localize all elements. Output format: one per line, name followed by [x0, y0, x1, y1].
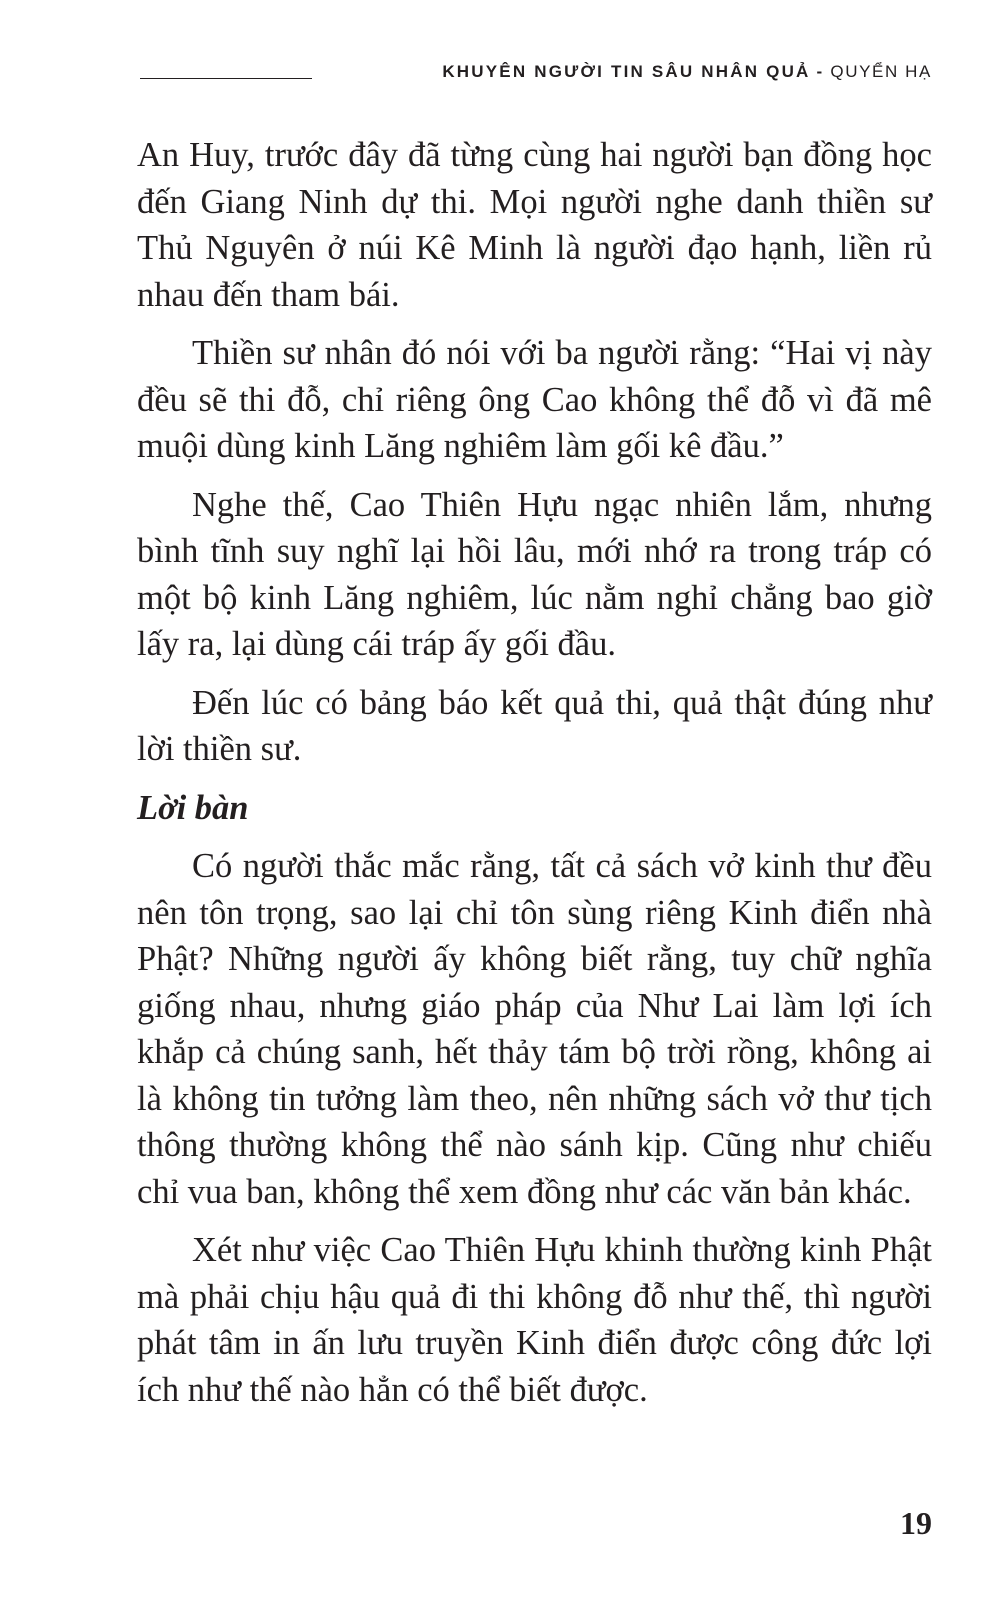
header-separator: - [816, 62, 825, 81]
running-header [442, 62, 932, 82]
volume-label: QUYỂN HẠ [830, 62, 932, 81]
header-rule [140, 78, 312, 79]
page-body [137, 132, 932, 1425]
paragraph-continuation: An Huy, trước đây đã từng cùng hai người bạn đồng học đến Giang Ninh dự thi. Mọi người nghe danh thiền sư Thủ Nguyên ở núi Kê Minh là người đạo hạnh, liền rủ nhau đến tham bái. [137, 136, 932, 314]
paragraph: Có người thắc mắc rằng, tất cả sách vở kinh thư đều nên tôn trọng, sao lại chỉ tôn sùng riêng Kinh điển nhà Phật? Những người ấy không biết rằng, tuy chữ nghĩa giống nhau, nhưng giáo pháp của Như Lai làm lợi ích khắp cả chúng sanh, hết thảy tám bộ trời rồng, không ai là không tin tưởng làm theo, nên những sách vở thư tịch thông thường không thể nào sánh kịp. Cũng như chiếu chỉ vua ban, không thể xem đồng như các văn bản khác. [137, 847, 932, 1211]
book-title: KHUYÊN NGƯỜI TIN SÂU NHÂN QUẢ [442, 62, 811, 81]
page-number: 19 [900, 1505, 932, 1541]
paragraph: Xét như việc Cao Thiên Hựu khinh thường kinh Phật mà phải chịu hậu quả đi thi không đỗ như thế, thì người phát tâm in ấn lưu truyền Kinh điển được công đức lợi ích như thế nào hẳn có thể biết được. [137, 1231, 932, 1409]
paragraph: Đến lúc có bảng báo kết quả thi, quả thật đúng như lời thiền sư. [137, 683, 932, 768]
paragraph: Thiền sư nhân đó nói với ba người rằng: “Hai vị này đều sẽ thi đỗ, chỉ riêng ông Cao không thể đỗ vì đã mê muội dùng kinh Lăng nghiêm làm gối kê đầu.” [137, 334, 932, 465]
section-heading: Lời bàn [137, 788, 249, 827]
paragraph: Nghe thế, Cao Thiên Hựu ngạc nhiên lắm, nhưng bình tĩnh suy nghĩ lại hồi lâu, mới nhớ ra trong tráp có một bộ kinh Lăng nghiêm, lúc nằm nghỉ chẳng bao giờ lấy ra, lại dùng cái tráp ấy gối đầu. [137, 485, 932, 663]
